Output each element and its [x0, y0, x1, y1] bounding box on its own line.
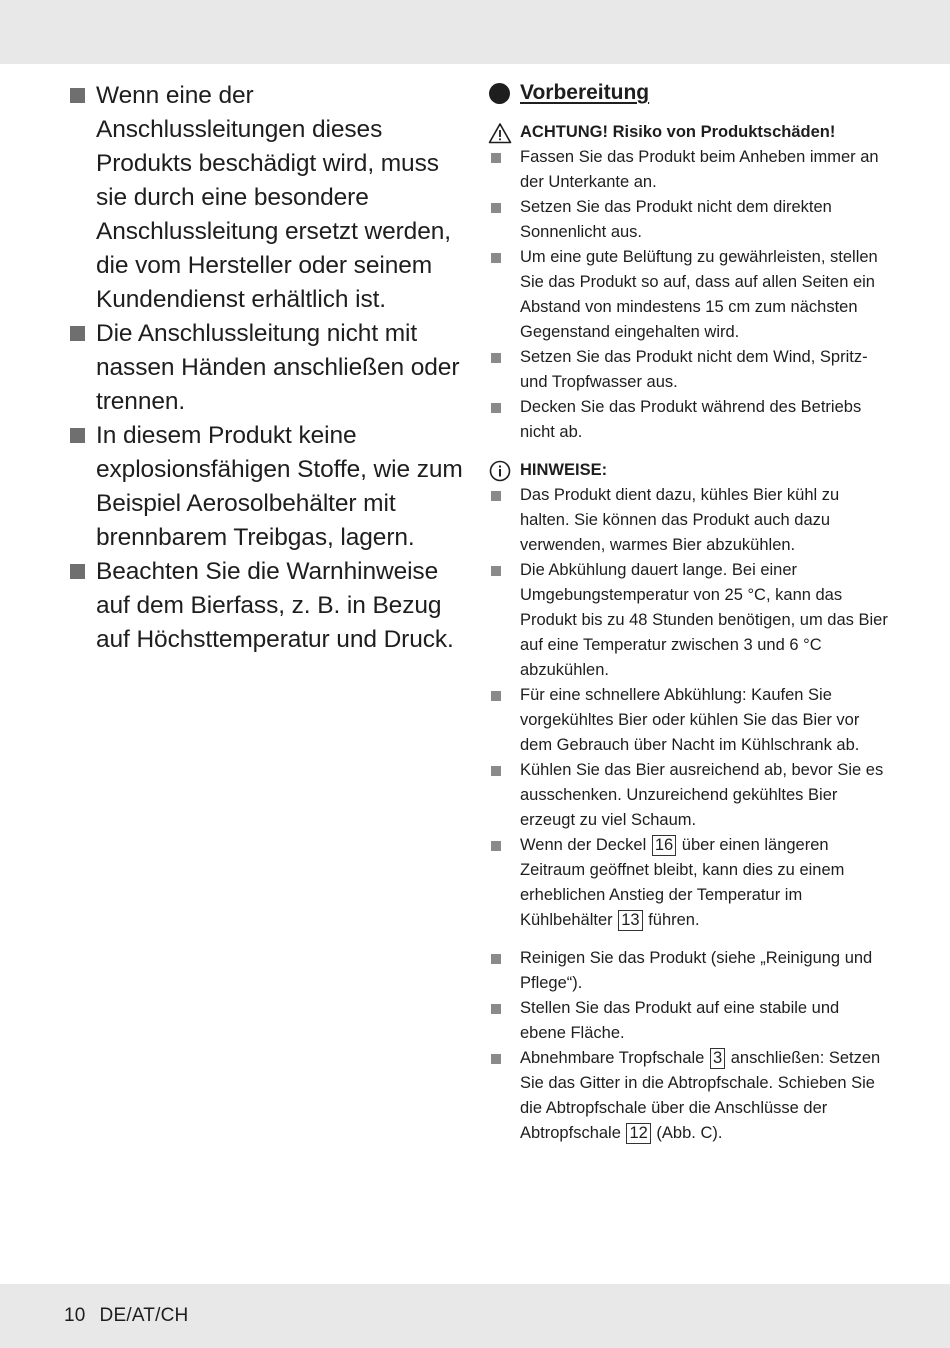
steps-list: [488, 946, 888, 1146]
warning-notice: [488, 120, 888, 145]
list-item: [488, 345, 888, 395]
tray-text-3: (Abb. C).: [651, 1124, 723, 1142]
warning-title: ACHTUNG! Risiko von Produktschäden!: [520, 123, 836, 141]
square-bullet-icon: [70, 564, 85, 579]
list-item: [68, 317, 468, 419]
list-item: [488, 483, 888, 558]
warning-triangle-icon: [488, 122, 512, 144]
lid-text-3: führen.: [643, 911, 700, 929]
tray-text-2: anschließen: Setzen Sie das Gitter in die Abtropfschale. Schieben Sie die Abtropfschale über die Anschlüsse der Abtropfschale: [520, 1049, 881, 1142]
list-item-text: Die Abkühlung dauert lange. Bei einer Umgebungstemperatur von 25 °C, kann das Produkt bis zu 48 Stunden benötigen, um das Bier auf eine Temperatur zwischen 3 und 6 °C abzukühlen.: [520, 561, 888, 679]
list-item-text: In diesem Produkt keine explosionsfähigen Stoffe, wie zum Beispiel Aerosolbehälter mit brennbarem Treibgas, lagern.: [96, 422, 463, 551]
list-item-text: Decken Sie das Produkt während des Betriebs nicht ab.: [520, 398, 862, 441]
list-item-text: Wenn eine der Anschlussleitungen dieses Produkts beschädigt wird, muss sie durch eine besondere Anschlussleitung ersetzt werden, die vom Hersteller oder seinem Kundendienst erhältlich ist.: [96, 82, 451, 313]
list-item-text: Die Anschlussleitung nicht mit nassen Händen anschließen oder trennen.: [96, 320, 460, 415]
square-bullet-icon: [70, 88, 85, 103]
page-footer: [64, 1303, 188, 1329]
list-item: [488, 145, 888, 195]
list-item-text: Kühlen Sie das Bier ausreichend ab, bevor Sie es ausschenken. Unzureichend gekühltes Bier erzeugt zu viel Schaum.: [520, 761, 884, 829]
header-bar: [0, 0, 950, 64]
list-item-text: Stellen Sie das Produkt auf eine stabile und ebene Fläche.: [520, 999, 840, 1042]
list-item: [488, 558, 888, 683]
list-item: [488, 996, 888, 1046]
list-item-text: Setzen Sie das Produkt nicht dem Wind, Spritz- und Tropfwasser aus.: [520, 348, 868, 391]
square-bullet-icon: [491, 1054, 501, 1064]
hint-list: [488, 483, 888, 933]
list-item: [68, 555, 468, 657]
page-number: 10: [64, 1305, 86, 1326]
square-bullet-icon: [491, 353, 501, 363]
section-title: Vorbereitung: [520, 81, 650, 104]
hint-title: HINWEISE:: [520, 461, 608, 479]
warning-list: [488, 145, 888, 445]
list-item: [488, 683, 888, 758]
hint-notice: [488, 458, 888, 483]
square-bullet-icon: [491, 203, 501, 213]
square-bullet-icon: [491, 253, 501, 263]
part-reference: 12: [626, 1123, 650, 1144]
list-item-text: Reinigen Sie das Produkt (siehe „Reinigung und Pflege“).: [520, 949, 873, 992]
lid-text-1: Wenn der Deckel: [520, 836, 651, 854]
part-reference: 3: [710, 1048, 725, 1069]
list-item: [488, 946, 888, 996]
list-item-text: Das Produkt dient dazu, kühles Bier kühl zu halten. Sie können das Produkt auch dazu verwenden, warmes Bier abzukühlen.: [520, 486, 840, 554]
part-reference: 16: [652, 835, 676, 856]
list-item: [488, 833, 888, 933]
square-bullet-icon: [491, 841, 501, 851]
square-bullet-icon: [491, 691, 501, 701]
list-item-text: Beachten Sie die Warnhinweise auf dem Bierfass, z. B. in Bezug auf Höchsttemperatur und Druck.: [96, 558, 454, 653]
locale-label: DE/AT/CH: [99, 1305, 189, 1326]
square-bullet-icon: [491, 491, 501, 501]
list-item: [488, 195, 888, 245]
list-item-text: Fassen Sie das Produkt beim Anheben immer an der Unterkante an.: [520, 148, 879, 191]
square-bullet-icon: [70, 326, 85, 341]
safety-list: [68, 79, 468, 657]
lid-text-2: über einen längeren Zeitraum geöffnet bleibt, kann dies zu einem erheblichen Anstieg der Temperatur im Kühlbehälter: [520, 836, 845, 929]
bullet-dot-icon: [489, 83, 510, 104]
list-item: [488, 245, 888, 345]
square-bullet-icon: [491, 153, 501, 163]
list-item-text: Um eine gute Belüftung zu gewährleisten, stellen Sie das Produkt so auf, dass auf allen Seiten ein Abstand von mindestens 15 cm zum nächsten Gegenstand eingehalten wird.: [520, 248, 878, 341]
list-item: [68, 419, 468, 555]
square-bullet-icon: [491, 566, 501, 576]
list-item: [488, 758, 888, 833]
square-bullet-icon: [70, 428, 85, 443]
section-heading: [488, 78, 888, 110]
left-column: [68, 79, 468, 657]
part-reference: 13: [618, 910, 642, 931]
square-bullet-icon: [491, 403, 501, 413]
list-item: [68, 79, 468, 317]
list-item-text: Für eine schnellere Abkühlung: Kaufen Sie vorgekühltes Bier oder kühlen Sie das Bier vor dem Gebrauch über Nacht im Kühlschrank ab.: [520, 686, 860, 754]
square-bullet-icon: [491, 954, 501, 964]
square-bullet-icon: [491, 766, 501, 776]
list-item: [488, 395, 888, 445]
list-item: [488, 1046, 888, 1146]
square-bullet-icon: [491, 1004, 501, 1014]
info-icon: [488, 460, 512, 482]
tray-text-1: Abnehmbare Tropfschale: [520, 1049, 709, 1067]
right-column: [488, 78, 888, 1146]
list-item-text: Setzen Sie das Produkt nicht dem direkten Sonnenlicht aus.: [520, 198, 832, 241]
